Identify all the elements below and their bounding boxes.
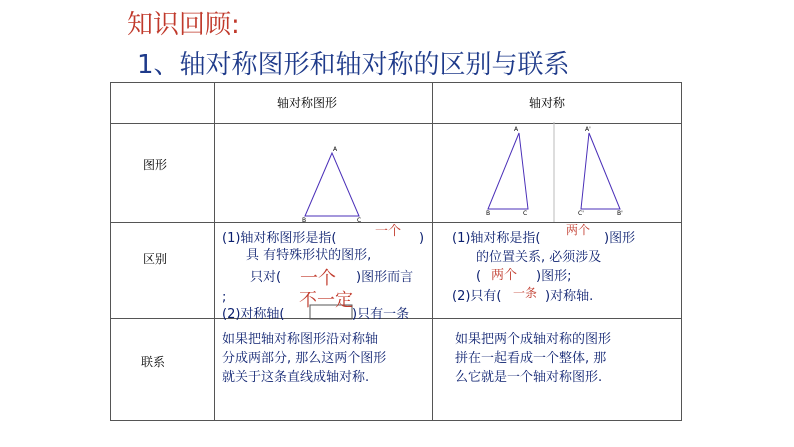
row-label-figure: 图形 (143, 158, 168, 172)
header-axial-symmetry: 轴对称 (529, 96, 566, 110)
answer-not-necessarily: 不一定 (299, 290, 353, 311)
section-heading: 知识回顾: (127, 10, 240, 40)
diff2-line3-start: ( (476, 269, 482, 284)
vertex-label-a: A (333, 146, 338, 153)
diff2-line1-end: )图形 (604, 231, 636, 246)
connection-col2-line1: 如果把两个成轴对称的图形 (455, 332, 612, 347)
vertex-label-c-prime: C' (578, 210, 584, 217)
diff1-line3-end: )图形而言 (356, 270, 414, 285)
vertex-label-c: C (523, 210, 528, 217)
diff2-line3-end: )图形; (536, 269, 572, 284)
vertex-label-c: C (357, 217, 362, 224)
diff2-line1-start: (1)轴对称是指( (452, 231, 541, 246)
connection-col2-line2: 拼在一起看成一个整体, 那 (455, 351, 607, 366)
vertex-label-b: B (486, 210, 491, 217)
diff2-line4-start: (2)只有( (452, 289, 502, 304)
diff1-line3-start: 只对( (250, 270, 282, 285)
answer-one-axis: 一条 (513, 286, 538, 300)
vertex-label-b-prime: B' (617, 210, 623, 217)
original-triangle (486, 126, 528, 217)
header-axisymmetric-figure: 轴对称图形 (277, 96, 338, 110)
connection-col1-line3: 就关于这条直线成轴对称. (222, 370, 370, 385)
vertex-label-a-prime: A' (585, 126, 591, 133)
diff1-line5-start: (2)对称轴( (222, 307, 285, 322)
diff2-line4-end: )对称轴. (545, 289, 594, 304)
row-label-connection: 联系 (141, 355, 166, 369)
page-title: 1、轴对称图形和轴对称的区别与联系 (137, 50, 570, 80)
connection-col2-line3: 么它就是一个轴对称图形. (455, 370, 603, 385)
answer-one-1: 一个 (375, 224, 402, 239)
diff1-line1-start: (1)轴对称图形是指( (222, 231, 337, 246)
diff2-line2: 的位置关系, 必须涉及 (476, 250, 602, 265)
diff1-line5-end: )只有一条 (352, 307, 410, 322)
diff1-line4: ; (222, 290, 227, 305)
connection-col1-line1: 如果把轴对称图形沿对称轴 (222, 332, 379, 347)
vertex-label-a: A (514, 126, 519, 133)
diff1-line2: 具 有特殊形状的图形, (246, 248, 372, 263)
vertex-label-b: B (302, 217, 307, 224)
diff1-line1-end: ) (419, 231, 425, 246)
answer-one-2: 一个 (300, 268, 336, 289)
reflected-triangle (578, 126, 623, 217)
isosceles-triangle (302, 146, 361, 224)
connection-col1-line2: 分成两部分, 那么这两个图形 (222, 351, 387, 366)
answer-two-1: 两个 (566, 223, 591, 237)
answer-two-2: 两个 (491, 268, 518, 283)
row-label-difference: 区别 (143, 252, 168, 266)
